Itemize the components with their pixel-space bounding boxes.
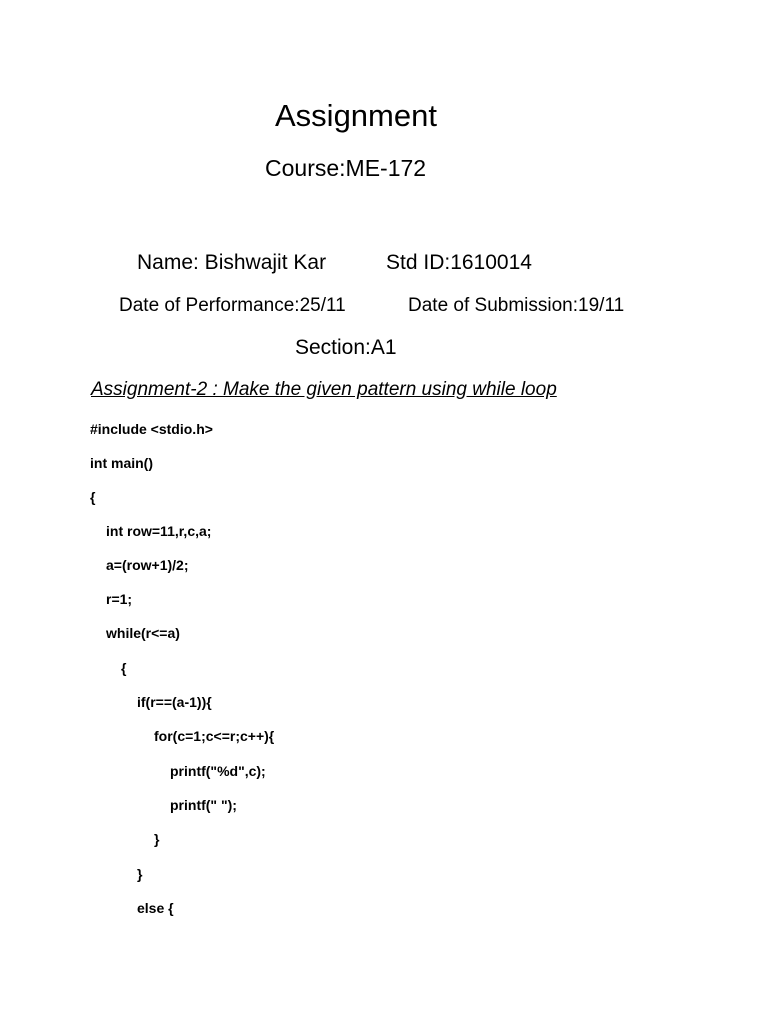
date-of-performance: Date of Performance:25/11 <box>119 295 346 316</box>
code-line: r=1; <box>106 591 133 607</box>
student-name: Name: Bishwajit Kar <box>137 251 327 274</box>
code-line: for(c=1;c<=r;c++){ <box>154 728 275 744</box>
code-line: printf("%d",c); <box>170 763 266 779</box>
student-id: Std ID:1610014 <box>386 251 532 274</box>
code-line: { <box>121 660 127 676</box>
code-line: #include <stdio.h> <box>90 421 213 437</box>
code-line: a=(row+1)/2; <box>106 557 189 573</box>
code-line: int main() <box>90 455 153 471</box>
code-line: else { <box>137 900 174 916</box>
code-line: if(r==(a-1)){ <box>137 694 212 710</box>
page-title: Assignment <box>275 98 437 133</box>
assignment-task-heading: Assignment-2 : Make the given pattern using while loop <box>91 379 557 400</box>
code-line: int row=11,r,c,a; <box>106 523 212 539</box>
code-line: } <box>137 866 143 882</box>
code-line: { <box>90 489 96 505</box>
date-of-submission: Date of Submission:19/11 <box>408 295 625 316</box>
code-line: } <box>154 831 160 847</box>
course-code: Course:ME-172 <box>265 155 427 181</box>
section-label: Section:A1 <box>295 336 397 359</box>
code-line: printf(" "); <box>170 797 237 813</box>
code-line: while(r<=a) <box>106 625 180 641</box>
